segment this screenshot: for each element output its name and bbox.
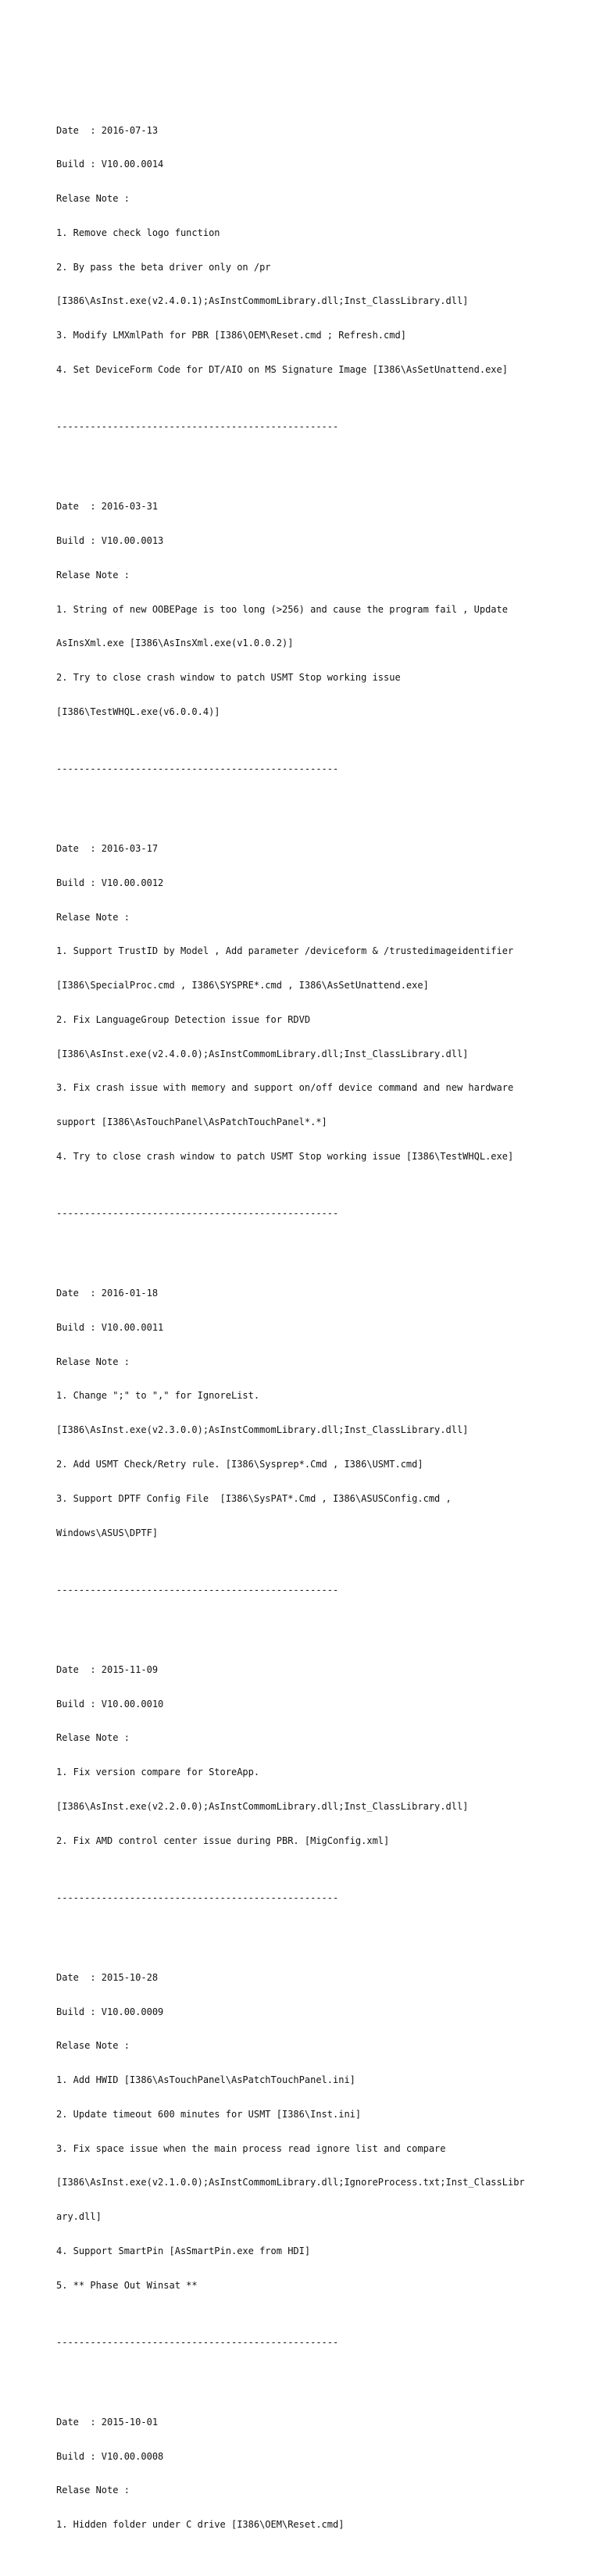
entry-date: Date : 2015-10-01 — [56, 2416, 159, 2428]
entry-build: Build : V10.00.0014 — [56, 159, 164, 170]
entry-note-line: 2. Try to close crash window to patch USMT Stop working issue — [56, 672, 401, 684]
entry-note-line: 2. Fix LanguageGroup Detection issue for RDVD — [56, 1013, 311, 1025]
entry-note-line: [I386\SpecialProc.cmd , I386\SYSPRE*.cmd , I386\AsSetUnattend.exe] — [56, 980, 429, 991]
entry-note-line: [I386\AsInst.exe(v2.1.0.0);AsInstCommomLibrary.dll;IgnoreProcess.txt;Inst_ClassLibr — [56, 2177, 525, 2188]
entry-build: Build : V10.00.0013 — [56, 534, 164, 546]
entry-note-line: AsInsXml.exe [I386\AsInsXml.exe(v1.0.0.2)] — [56, 638, 294, 649]
section-separator: -------------------------------------------------- — [56, 1892, 339, 1903]
entry-note-line: 1. Remove check logo function — [56, 227, 220, 238]
entry-date: Date : 2016-03-31 — [56, 501, 159, 513]
entry-note-line: 4. Try to close crash window to patch USMT Stop working issue [I386\TestWHQL.exe] — [56, 1151, 514, 1162]
entry-note-line: [I386\AsInst.exe(v2.4.0.0);AsInstCommomLibrary.dll;Inst_ClassLibrary.dll] — [56, 1048, 469, 1059]
entry-build: Build : V10.00.0012 — [56, 877, 164, 888]
entry-note-line: 3. Support DPTF Config File [I386\SysPAT*.Cmd , I386\ASUSConfig.cmd , — [56, 1492, 452, 1504]
entry-note-line: Windows\ASUS\DPTF] — [56, 1527, 159, 1538]
entry-note-line: support [I386\AsTouchPanel\AsPatchTouchPanel*.*] — [56, 1117, 327, 1128]
entry-note-line: 3. Fix space issue when the main process read ignore list and compare — [56, 2142, 446, 2154]
release-entry — [56, 1949, 572, 2314]
entry-note-line: 1. String of new OOBEPage is too long (>256) and cause the program fail , Update — [56, 603, 508, 615]
entry-note-line: 2. Fix AMD control center issue during PBR. [MigConfig.xml] — [56, 1835, 390, 1846]
entry-date: Date : 2016-01-18 — [56, 1288, 159, 1299]
entry-note-line: [I386\AsInst.exe(v2.4.0.1);AsInstCommomLibrary.dll;Inst_ClassLibrary.dll] — [56, 295, 469, 307]
section-separator: -------------------------------------------------- — [56, 421, 339, 432]
entry-note-header: Relase Note : — [56, 193, 130, 205]
entry-build: Build : V10.00.0010 — [56, 1698, 164, 1710]
entry-note-line: 1. Add HWID [I386\AsTouchPanel\AsPatchTouchPanel.ini] — [56, 2074, 355, 2086]
entry-date: Date : 2015-10-28 — [56, 1971, 159, 1983]
entry-note-header: Relase Note : — [56, 2040, 130, 2052]
release-notes-document — [56, 56, 572, 2576]
entry-note-header: Relase Note : — [56, 569, 130, 581]
section-separator: -------------------------------------------------- — [56, 2336, 339, 2348]
section-separator: -------------------------------------------------- — [56, 1584, 339, 1595]
entry-build: Build : V10.00.0011 — [56, 1321, 164, 1333]
entry-note-line: 2. Update timeout 600 minutes for USMT [I386\Inst.ini] — [56, 2108, 362, 2120]
entry-note-line: 1. Fix version compare for StoreApp. — [56, 1767, 260, 1778]
entry-note-line: [I386\AsInst.exe(v2.2.0.0);AsInstCommomLibrary.dll;Inst_ClassLibrary.dll] — [56, 1800, 469, 1812]
entry-note-line: [I386\AsInst.exe(v2.3.0.0);AsInstCommomLibrary.dll;Inst_ClassLibrary.dll] — [56, 1424, 469, 1436]
entry-note-line: [I386\TestWHQL.exe(v6.0.0.4)] — [56, 706, 220, 717]
entry-note-line: 2. Add USMT Check/Retry rule. [I386\Sysprep*.Cmd , I386\USMT.cmd] — [56, 1459, 423, 1470]
entry-note-line: 2. By pass the beta driver only on /pr — [56, 261, 271, 273]
release-entry — [56, 1642, 572, 1870]
entry-date: Date : 2016-03-17 — [56, 842, 159, 854]
entry-note-header: Relase Note : — [56, 1732, 130, 1744]
entry-build: Build : V10.00.0009 — [56, 2006, 164, 2017]
entry-note-line: 1. Hidden folder under C drive [I386\OEM\Reset.cmd] — [56, 2519, 345, 2531]
entry-note-header: Relase Note : — [56, 1356, 130, 1367]
section-separator: -------------------------------------------------- — [56, 1207, 339, 1219]
section-separator: -------------------------------------------------- — [56, 763, 339, 774]
release-entry — [56, 820, 572, 1185]
entry-date: Date : 2015-11-09 — [56, 1663, 159, 1675]
entry-date: Date : 2016-07-13 — [56, 124, 159, 136]
entry-note-header: Relase Note : — [56, 911, 130, 923]
release-entry — [56, 478, 572, 741]
entry-note-line: 5. ** Phase Out Winsat ** — [56, 2279, 198, 2291]
entry-build: Build : V10.00.0008 — [56, 2450, 164, 2462]
entry-note-header: Relase Note : — [56, 2485, 130, 2496]
entry-note-line: 3. Fix crash issue with memory and support on/off device command and new hardware — [56, 1082, 514, 1094]
entry-note-line: 1. Support TrustID by Model , Add parameter /deviceform & /trustedimageidentifier — [56, 945, 514, 957]
entry-note-line: 4. Support SmartPin [AsSmartPin.exe from HDI] — [56, 2246, 311, 2256]
entry-note-line: 3. Modify LMXmlPath for PBR [I386\OEM\Reset.cmd ; Refresh.cmd] — [56, 330, 406, 341]
release-entry — [56, 2394, 572, 2553]
entry-note-line: 1. Change ";" to "," for IgnoreList. — [56, 1390, 260, 1402]
release-entry — [56, 1265, 572, 1561]
entry-note-line: 4. Set DeviceForm Code for DT/AIO on MS Signature Image [I386\AsSetUnattend.exe] — [56, 364, 508, 376]
entry-note-line: ary.dll] — [56, 2211, 102, 2223]
release-entry — [56, 102, 572, 398]
